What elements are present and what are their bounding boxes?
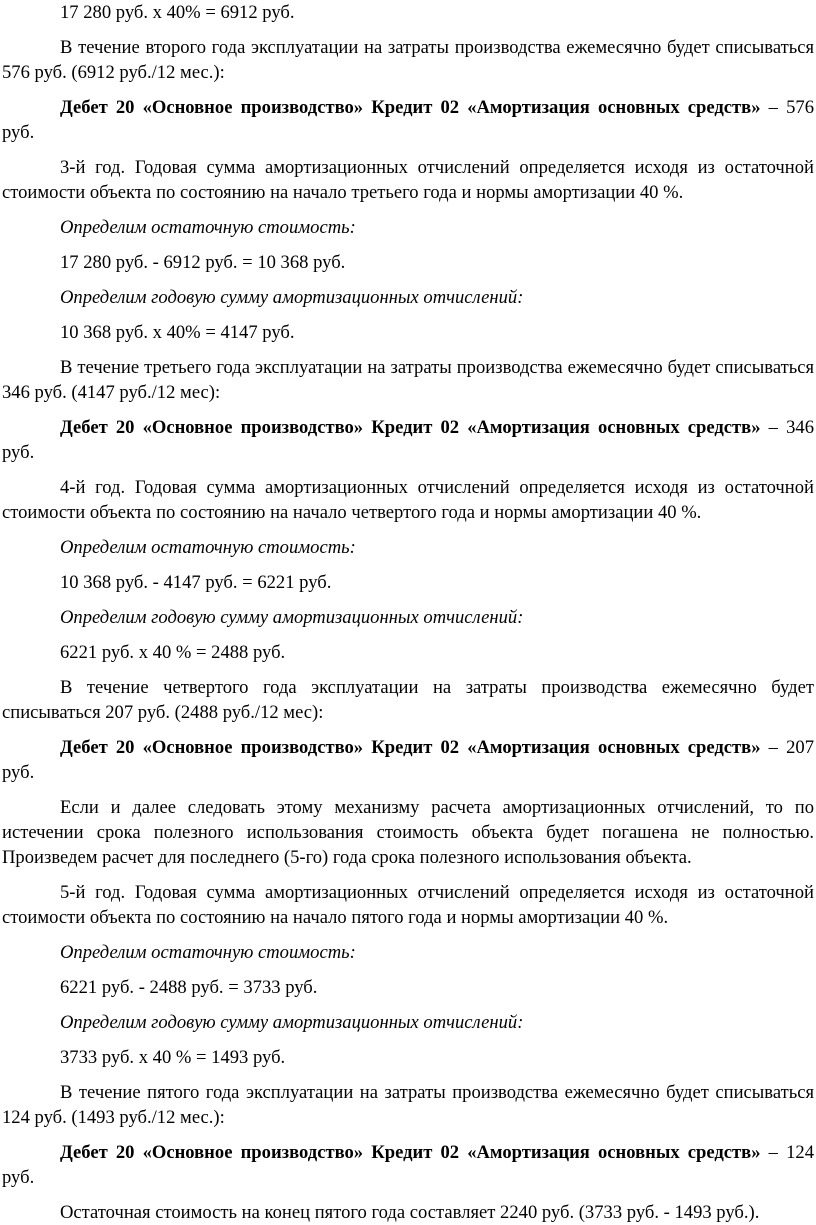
body-paragraph: В течение четвертого года эксплуатации на затраты производства ежемесячно будет списываться 207 руб. (2488 руб./12 мес): (2, 677, 814, 723)
section-label (2, 535, 814, 560)
accounting-entry (2, 95, 814, 145)
body-paragraph: В течение второго года эксплуатации на затраты производства ежемесячно будет списываться 576 руб. (6912 руб./12 мес.): (2, 37, 814, 83)
calculation-line: 10 368 руб. - 4147 руб. = 6221 руб. (60, 572, 332, 593)
body-paragraph: Если и далее следовать этому механизму расчета амортизационных отчислений, то по истечении срока полезного использования стоимость объекта будет погашена не полностью. Произведем расчет для последнего (5-го) года срока полезного использования объекта. (2, 797, 814, 868)
calculation-line: 17 280 руб. - 6912 руб. = 10 368 руб. (60, 252, 346, 273)
entry-amount: – 207 руб. (2, 737, 814, 783)
section-label (2, 1010, 814, 1035)
entry-amount: – 576 руб. (2, 97, 814, 143)
section-label-text: Определим годовую сумму амортизационных отчислений: (60, 287, 524, 308)
entry-accounts: Дебет 20 «Основное производство» Кредит 02 «Амортизация основных средств» (60, 1142, 761, 1163)
accounting-entry (2, 415, 814, 465)
body-paragraph: 3-й год. Годовая сумма амортизационных отчислений определяется исходя из остаточной стоимости объекта по состоянию на начало третьего года и нормы амортизации 40 %. (2, 157, 814, 203)
calculation-line: 10 368 руб. х 40% = 4147 руб. (60, 322, 295, 343)
entry-accounts: Дебет 20 «Основное производство» Кредит 02 «Амортизация основных средств» (60, 97, 761, 118)
body-paragraph: Остаточная стоимость на конец пятого года составляет 2240 руб. (3733 руб. - 1493 руб.). (60, 1202, 760, 1223)
calculation-line: 17 280 руб. х 40% = 6912 руб. (60, 2, 295, 23)
body-paragraph: 4-й год. Годовая сумма амортизационных отчислений определяется исходя из остаточной стоимости объекта по состоянию на начало четвертого года и нормы амортизации 40 %. (2, 477, 814, 523)
calculation-line: 6221 руб. х 40 % = 2488 руб. (60, 642, 286, 663)
section-label-text: Определим годовую сумму амортизационных отчислений: (60, 607, 524, 628)
section-label-text: Определим остаточную стоимость: (60, 217, 356, 238)
section-label-text: Определим остаточную стоимость: (60, 537, 356, 558)
section-label (2, 215, 814, 240)
section-label (2, 285, 814, 310)
calculation-line: 3733 руб. х 40 % = 1493 руб. (60, 1047, 286, 1068)
body-paragraph: В течение пятого года эксплуатации на затраты производства ежемесячно будет списываться 124 руб. (1493 руб./12 мес.): (2, 1082, 814, 1128)
section-label-text: Определим годовую сумму амортизационных отчислений: (60, 1012, 524, 1033)
accounting-entry (2, 1140, 814, 1190)
entry-accounts: Дебет 20 «Основное производство» Кредит 02 «Амортизация основных средств» (60, 737, 761, 758)
calculation-line: 6221 руб. - 2488 руб. = 3733 руб. (60, 977, 318, 998)
section-label-text: Определим остаточную стоимость: (60, 942, 356, 963)
section-label (2, 605, 814, 630)
body-paragraph: 5-й год. Годовая сумма амортизационных отчислений определяется исходя из остаточной стоимости объекта по состоянию на начало пятого года и нормы амортизации 40 %. (2, 882, 814, 928)
body-paragraph: В течение третьего года эксплуатации на затраты производства ежемесячно будет списываться 346 руб. (4147 руб./12 мес): (2, 357, 814, 403)
accounting-entry (2, 735, 814, 785)
entry-accounts: Дебет 20 «Основное производство» Кредит 02 «Амортизация основных средств» (60, 417, 761, 438)
entry-amount: – 346 руб. (2, 417, 814, 463)
section-label (2, 940, 814, 965)
entry-amount: – 124 руб. (2, 1142, 814, 1188)
